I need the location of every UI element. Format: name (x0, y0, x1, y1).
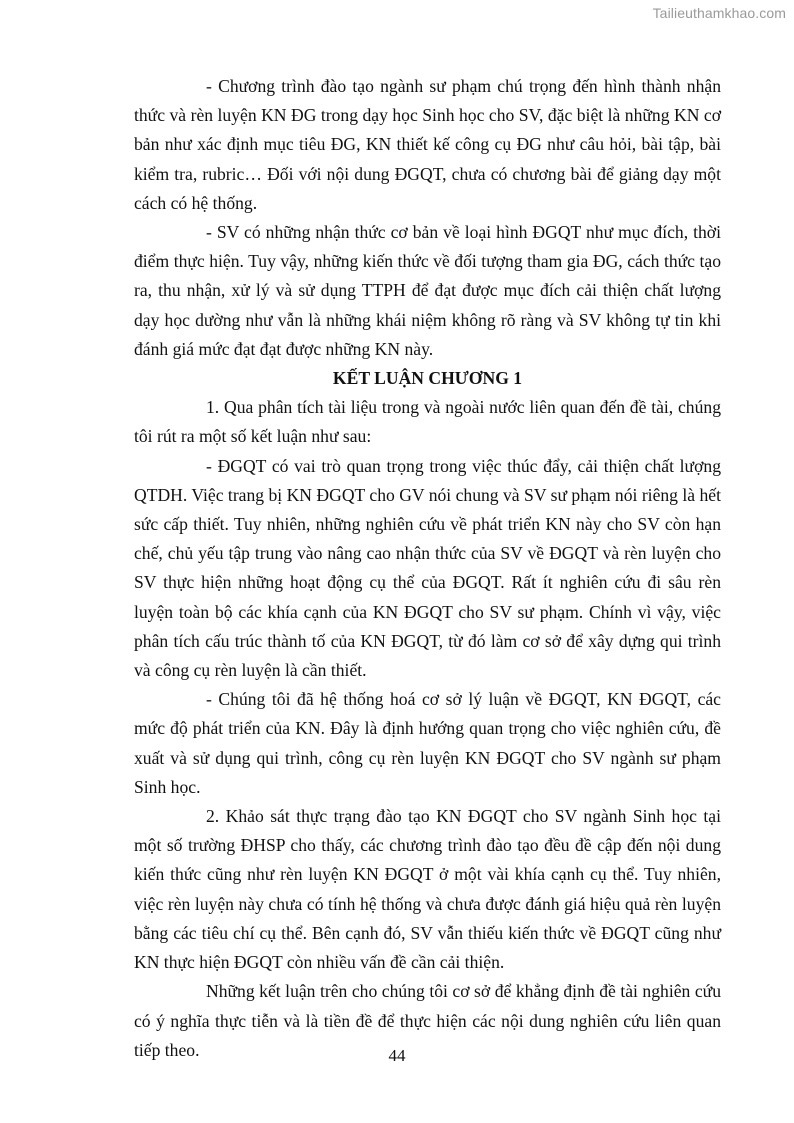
paragraph-conclusion-2: 2. Khảo sát thực trạng đào tạo KN ĐGQT cho SV ngành Sinh học tại một số trường ĐHSP cho thấy, các chương trình đào tạo đều đề cập đến nội dung kiến thức cũng như rèn luyện KN ĐGQT ở một vài khía cạnh cụ thể. Tuy nhiên, việc rèn luyện này chưa có tính hệ thống và chưa được đánh giá hiệu quả rèn luyện bằng các tiêu chí cụ thể. Bên cạnh đó, SV vẫn thiếu kiến thức về ĐGQT cũng như KN thực hiện ĐGQT còn nhiều vấn đề cần cải thiện. (134, 806, 721, 973)
paragraph-role-of-dgqt: - ĐGQT có vai trò quan trọng trong việc thúc đẩy, cải thiện chất lượng QTDH. Việc trang bị KN ĐGQT cho GV nói chung và SV sư phạm nói riêng là hết sức cấp thiết. Tuy nhiên, những nghiên cứu về phát triển KN này cho SV còn hạn chế, chủ yếu tập trung vào nâng cao nhận thức của SV về ĐGQT và rèn luyện cho SV thực hiện những hoạt động cụ thể của ĐGQT. Rất ít nghiên cứu đi sâu rèn luyện toàn bộ các khía cạnh của KN ĐGQT cho SV sư phạm. Chính vì vậy, việc phân tích cấu trúc thành tố của KN ĐGQT, từ đó làm cơ sở để xây dựng qui trình và công cụ rèn luyện là cần thiết. (134, 455, 721, 681)
watermark: Tailieuthamkhao.com (652, 5, 786, 21)
paragraph-student-awareness: - SV có những nhận thức cơ bản về loại hình ĐGQT như mục đích, thời điểm thực hiện. Tuy vậy, những kiến thức về đối tượng tham gia ĐG, cách thức tạo ra, thu nhận, xử lý và sử dụng TTPH để đạt được mục đích cải thiện chất lượng dạy học dường như vẫn là những khái niệm không rõ ràng và SV không tự tin khi đánh giá mức đạt đạt được những KN này. (134, 222, 721, 359)
page-body (134, 72, 721, 1065)
paragraph-training-program: - Chương trình đào tạo ngành sư phạm chú trọng đến hình thành nhận thức và rèn luyện KN ĐG trong dạy học Sinh học cho SV, đặc biệt là những KN cơ bản như xác định mục tiêu ĐG, KN thiết kế công cụ ĐG như câu hỏi, bài tập, bài kiểm tra, rubric… Đối với nội dung ĐGQT, chưa có chương bài để giảng dạy một cách có hệ thống. (134, 76, 721, 213)
paragraph-conclusion-1: 1. Qua phân tích tài liệu trong và ngoài nước liên quan đến đề tài, chúng tôi rút ra một số kết luận như sau: (134, 397, 721, 447)
chapter-conclusion-heading: KẾT LUẬN CHƯƠNG 1 (332, 368, 523, 389)
page-number: 44 (388, 1046, 406, 1065)
paragraph-theoretical-basis: - Chúng tôi đã hệ thống hoá cơ sở lý luận về ĐGQT, KN ĐGQT, các mức độ phát triển của KN. Đây là định hướng quan trọng cho việc nghiên cứu, đề xuất và sử dụng qui trình, công cụ rèn luyện KN ĐGQT cho SV ngành sư phạm Sinh học. (134, 689, 721, 797)
paragraph-final-remark: Những kết luận trên cho chúng tôi cơ sở để khẳng định đề tài nghiên cứu có ý nghĩa thực tiễn và là tiền đề để thực hiện các nội dung nghiên cứu liên quan tiếp theo. (134, 981, 721, 1060)
